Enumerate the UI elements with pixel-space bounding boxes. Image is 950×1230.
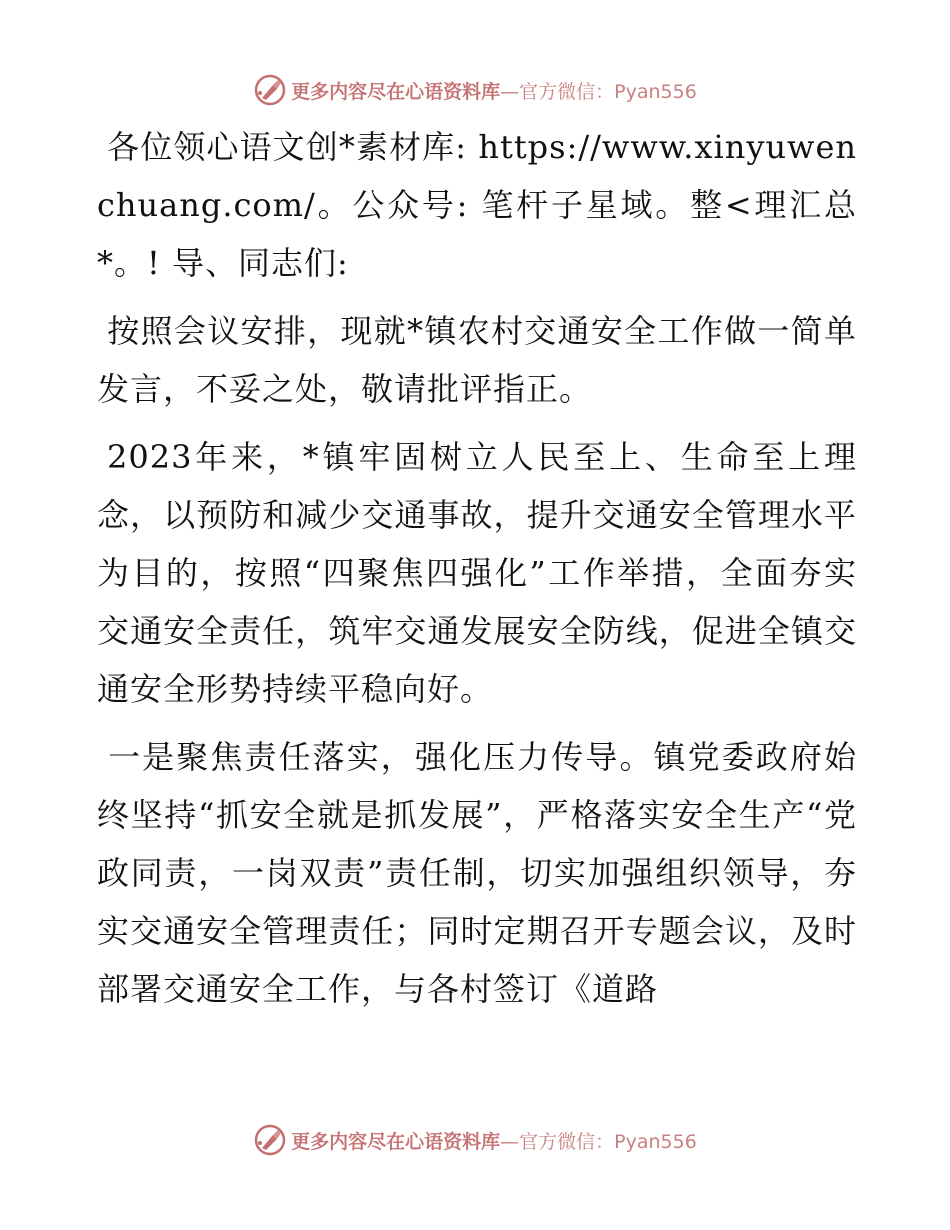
watermark-wechat-text: 官方微信：Pyan556 (519, 1130, 697, 1153)
watermark-main-text: 更多内容尽在心语资料库 (291, 1130, 501, 1153)
pen-nib-logo-icon (253, 73, 287, 107)
watermark-dash: — (500, 1130, 520, 1153)
document-body (97, 118, 857, 1028)
paragraph-text: 一是聚焦责任落实，强化压力传导。镇党委政府始终坚持“抓安全就是抓发展”，严格落实安全生产“党政同责，一岗双责”责任制，切实加强组织领导，夯实交通安全管理责任；同时定期召开专题会议，及时部署交通安全工作，与各村签订《道路 (97, 738, 857, 1008)
footer-watermark (0, 1120, 950, 1160)
watermark-wechat-text: 官方微信：Pyan556 (519, 80, 697, 103)
watermark-text (291, 1127, 697, 1154)
paragraph-text: 按照会议安排，现就*镇农村交通安全工作做一简单发言，不妥之处，敬请批评指正。 (97, 312, 857, 408)
paragraph-greeting (97, 118, 857, 292)
paragraph-text: 各位领心语文创*素材库: https://www.xinyuwenchuang.com/。公众号: 笔杆子星域。整<理汇总*。! 导、同志们: (97, 128, 857, 282)
pen-nib-logo-icon (253, 1123, 287, 1157)
header-watermark (0, 70, 950, 110)
paragraph-text: 2023年来，*镇牢固树立人民至上、生命至上理念，以预防和减少交通事故，提升交通安全管理水平为目的，按照“四聚焦四强化”工作举措，全面夯实交通安全责任，筑牢交通发展安全防线，促进全镇交通安全形势持续平稳向好。 (97, 438, 857, 708)
watermark-dash: — (500, 80, 520, 103)
paragraph-point-one (97, 728, 857, 1018)
watermark-text (291, 77, 697, 104)
paragraph-intro (97, 302, 857, 418)
paragraph-overview (97, 428, 857, 718)
watermark-main-text: 更多内容尽在心语资料库 (291, 80, 501, 103)
